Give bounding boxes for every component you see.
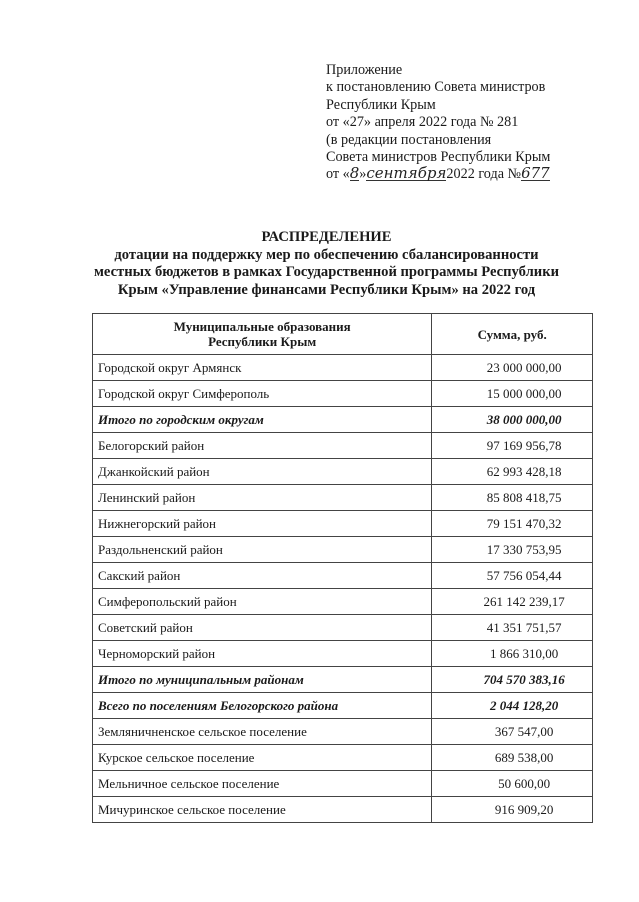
row-municipality: Мичуринское сельское поселение	[93, 797, 432, 823]
row-municipality: Мельничное сельское поселение	[93, 771, 432, 797]
table-row	[93, 407, 593, 433]
row-sum: 38 000 000,00	[432, 407, 593, 433]
row-municipality: Курское сельское поселение	[93, 745, 432, 771]
date-mid: »	[359, 166, 367, 183]
row-municipality: Сакский район	[93, 563, 432, 589]
row-sum: 916 909,20	[432, 797, 593, 823]
table-row	[93, 745, 593, 771]
row-municipality: Джанкойский район	[93, 459, 432, 485]
appendix-line: Республики Крым	[326, 96, 436, 113]
handwritten-number: 677	[521, 164, 550, 183]
table-row	[93, 641, 593, 667]
row-sum: 261 142 239,17	[432, 589, 593, 615]
table-row	[93, 667, 593, 693]
row-sum: 62 993 428,18	[432, 459, 593, 485]
table-row	[93, 797, 593, 823]
title-line: местных бюджетов в рамках Государственной программы Республики	[93, 264, 560, 281]
table-row	[93, 485, 593, 511]
row-sum: 50 600,00	[432, 771, 593, 797]
table-row	[93, 459, 593, 485]
row-municipality: Симферопольский район	[93, 589, 432, 615]
row-sum: 2 044 128,20	[432, 693, 593, 719]
row-sum: 1 866 310,00	[432, 641, 593, 667]
distribution-table	[92, 313, 593, 823]
header-sum: Сумма, руб.	[432, 314, 593, 355]
appendix-block	[326, 62, 550, 184]
row-sum: 17 330 753,95	[432, 537, 593, 563]
row-municipality: Итого по муниципальным районам	[93, 667, 432, 693]
row-municipality: Итого по городским округам	[93, 407, 432, 433]
appendix-line: Приложение	[326, 62, 403, 78]
appendix-line: (в редакции постановления	[326, 131, 492, 148]
row-sum: 97 169 956,78	[432, 433, 593, 459]
table-row	[93, 719, 593, 745]
table-row	[93, 355, 593, 381]
title-line: дотации на поддержку мер по обеспечению сбалансированности	[114, 246, 539, 263]
date-prefix: от «	[326, 166, 350, 183]
row-municipality: Городской округ Армянск	[93, 355, 432, 381]
row-sum: 79 151 470,32	[432, 511, 593, 537]
table-row	[93, 693, 593, 719]
row-municipality: Советский район	[93, 615, 432, 641]
row-municipality: Черноморский район	[93, 641, 432, 667]
row-municipality: Раздольненский район	[93, 537, 432, 563]
row-municipality: Всего по поселениям Белогорского района	[93, 693, 432, 719]
title-heading: РАСПРЕДЕЛЕНИЕ	[261, 229, 392, 245]
row-municipality: Земляничненское сельское поселение	[93, 719, 432, 745]
table-row	[93, 537, 593, 563]
appendix-date-line	[326, 166, 550, 183]
appendix-line: к постановлению Совета министров	[326, 79, 546, 96]
row-sum: 367 547,00	[432, 719, 593, 745]
header-line: Республики Крым	[208, 334, 317, 349]
table-row	[93, 771, 593, 797]
row-municipality: Нижнегорский район	[93, 511, 432, 537]
row-sum: 689 538,00	[432, 745, 593, 771]
row-sum: 41 351 751,57	[432, 615, 593, 641]
appendix-line: Совета министров Республики Крым	[326, 149, 551, 166]
header-municipalities	[93, 314, 432, 355]
table-row	[93, 433, 593, 459]
table-body	[93, 355, 593, 823]
date-year: 2022 года №	[446, 166, 522, 183]
row-sum: 23 000 000,00	[432, 355, 593, 381]
appendix-line: от «27» апреля 2022 года № 281	[326, 114, 519, 131]
row-municipality: Ленинский район	[93, 485, 432, 511]
row-sum: 15 000 000,00	[432, 381, 593, 407]
row-municipality: Белогорский район	[93, 433, 432, 459]
table-row	[93, 563, 593, 589]
handwritten-day: 8	[349, 164, 360, 183]
title-line: Крым «Управление финансами Республики Крым» на 2022 год	[117, 281, 536, 298]
table-header-row	[93, 314, 593, 355]
document-title	[60, 229, 593, 299]
row-municipality: Городской округ Симферополь	[93, 381, 432, 407]
table-row	[93, 589, 593, 615]
row-sum: 704 570 383,16	[432, 667, 593, 693]
table-row	[93, 615, 593, 641]
row-sum: 57 756 054,44	[432, 563, 593, 589]
header-line: Муниципальные образования	[173, 319, 351, 334]
row-sum: 85 808 418,75	[432, 485, 593, 511]
table-row	[93, 381, 593, 407]
handwritten-month: сентября	[366, 164, 447, 183]
table-row	[93, 511, 593, 537]
